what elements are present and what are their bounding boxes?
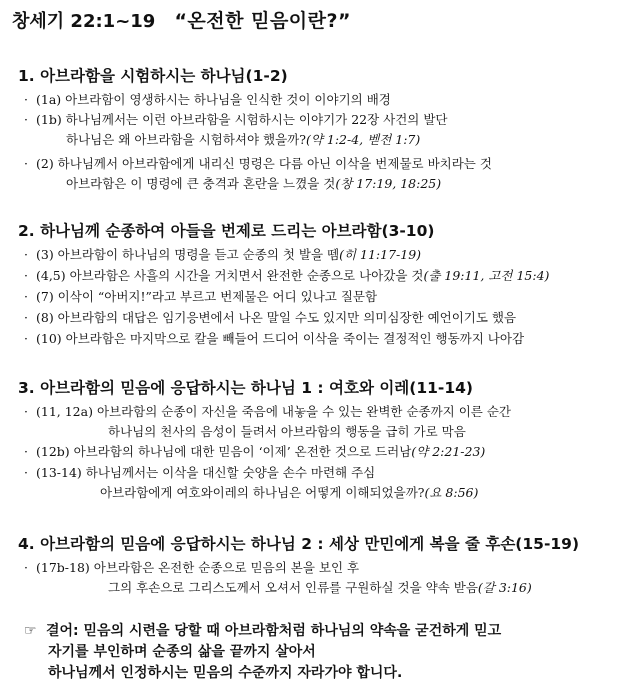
bullet-item: · (10) 아브라함은 마지막으로 칼을 빼들어 드디어 이삭을 죽이는 결정적인 행동까지 나아감 xyxy=(24,331,525,346)
conclusion-line: ☞ 결어: 믿음의 시련을 당할 때 아브라함처럼 하나님의 약속을 굳건하게 믿고 xyxy=(24,623,502,639)
bullet-item: · (2) 하나님께서 아브라함에게 내리신 명령은 다름 아닌 이삭을 번제물로 바치라는 것 xyxy=(24,156,492,171)
bullet-item: · (3) 아브라함이 하나님의 명령을 듣고 순종의 첫 발을 뗌(히 11:17-19) xyxy=(24,247,422,262)
bullet-item: · (7) 이삭이 “아버지!”라고 부르고 번제물은 어디 있나고 질문함 xyxy=(24,289,378,304)
bullet-item: · (8) 아브라함의 대답은 임기응변에서 나온 말일 수도 있지만 의미심장한 예언이기도 했음 xyxy=(24,310,517,325)
scripture-ref: (갈 3:16) xyxy=(477,580,532,595)
conclusion-line: 자기를 부인하며 순종의 삶을 끝까지 살아서 xyxy=(48,644,316,660)
section-heading: 2. 하나님께 순종하여 아들을 번제로 드리는 아브라함(3-10) xyxy=(18,222,435,240)
scripture-ref: (히 11:17-19) xyxy=(339,247,422,262)
section-heading: 1. 아브라함을 시험하시는 하나님(1-2) xyxy=(18,67,288,85)
bullet-item: · (13-14) 하나님께서는 이삭을 대신할 숫양을 손수 마련해 주심 xyxy=(24,465,376,480)
bullet-item: · (17b-18) 아브라함은 온전한 순종으로 믿음의 본을 보인 후 xyxy=(24,560,360,575)
bullet-item: · (12b) 아브라함의 하나님에 대한 믿음이 ‘이제’ 온전한 것으로 드러남(약 2:21-23) xyxy=(24,444,486,459)
bullet-continuation: 아브라함은 이 명령에 큰 충격과 혼란을 느꼈을 것(창 17:19, 18:25) xyxy=(66,176,442,191)
page-title xyxy=(12,6,351,33)
pointing-hand-icon: ☞ xyxy=(24,623,37,639)
scripture-reference: 창세기 22:1~19 xyxy=(12,11,156,32)
scripture-ref: (창 17:19, 18:25) xyxy=(335,176,442,191)
bullet-continuation: 하나님은 왜 아브라함을 시험하셔야 했을까?(약 1:2-4, 벧전 1:7) xyxy=(66,132,421,147)
conclusion-line: 하나님께서 인정하시는 믿음의 수준까지 자라가야 합니다. xyxy=(48,665,403,681)
bullet-continuation: 하나님의 천사의 음성이 들려서 아브라함의 행동을 급히 가로 막음 xyxy=(108,424,466,439)
scripture-ref: (약 2:21-23) xyxy=(411,444,486,459)
bullet-item: · (11, 12a) 아브라함의 순종이 자신을 죽음에 내놓을 수 있는 완벽한 순종까지 이른 순간 xyxy=(24,404,511,419)
bullet-continuation: 아브라함에게 여호와이레의 하나님은 어떻게 이해되었을까?(요 8:56) xyxy=(100,485,479,500)
sermon-title: “온전한 믿음이란?” xyxy=(174,10,352,32)
scripture-ref: (요 8:56) xyxy=(424,485,479,500)
bullet-item: · (1a) 아브라함이 영생하시는 하나님을 인식한 것이 이야기의 배경 xyxy=(24,92,391,107)
section-heading: 4. 아브라함의 믿음에 응답하시는 하나님 2 : 세상 만민에게 복을 줄 후손(15-19) xyxy=(18,535,580,553)
bullet-continuation: 그의 후손으로 그리스도께서 오셔서 인류를 구원하실 것을 약속 받음(갈 3:16) xyxy=(108,580,532,595)
scripture-ref: (약 1:2-4, 벧전 1:7) xyxy=(305,132,421,147)
section-heading: 3. 아브라함의 믿음에 응답하시는 하나님 1 : 여호와 이레(11-14) xyxy=(18,379,474,397)
bullet-item: · (4,5) 아브라함은 사흘의 시간을 거치면서 완전한 순종으로 나아갔을 것(출 19:11, 고전 15:4) xyxy=(24,268,550,283)
bullet-item: · (1b) 하나님께서는 이런 아브라함을 시험하시는 이야기가 22장 사건의 발단 xyxy=(24,112,448,127)
scripture-ref: (출 19:11, 고전 15:4) xyxy=(423,268,550,283)
